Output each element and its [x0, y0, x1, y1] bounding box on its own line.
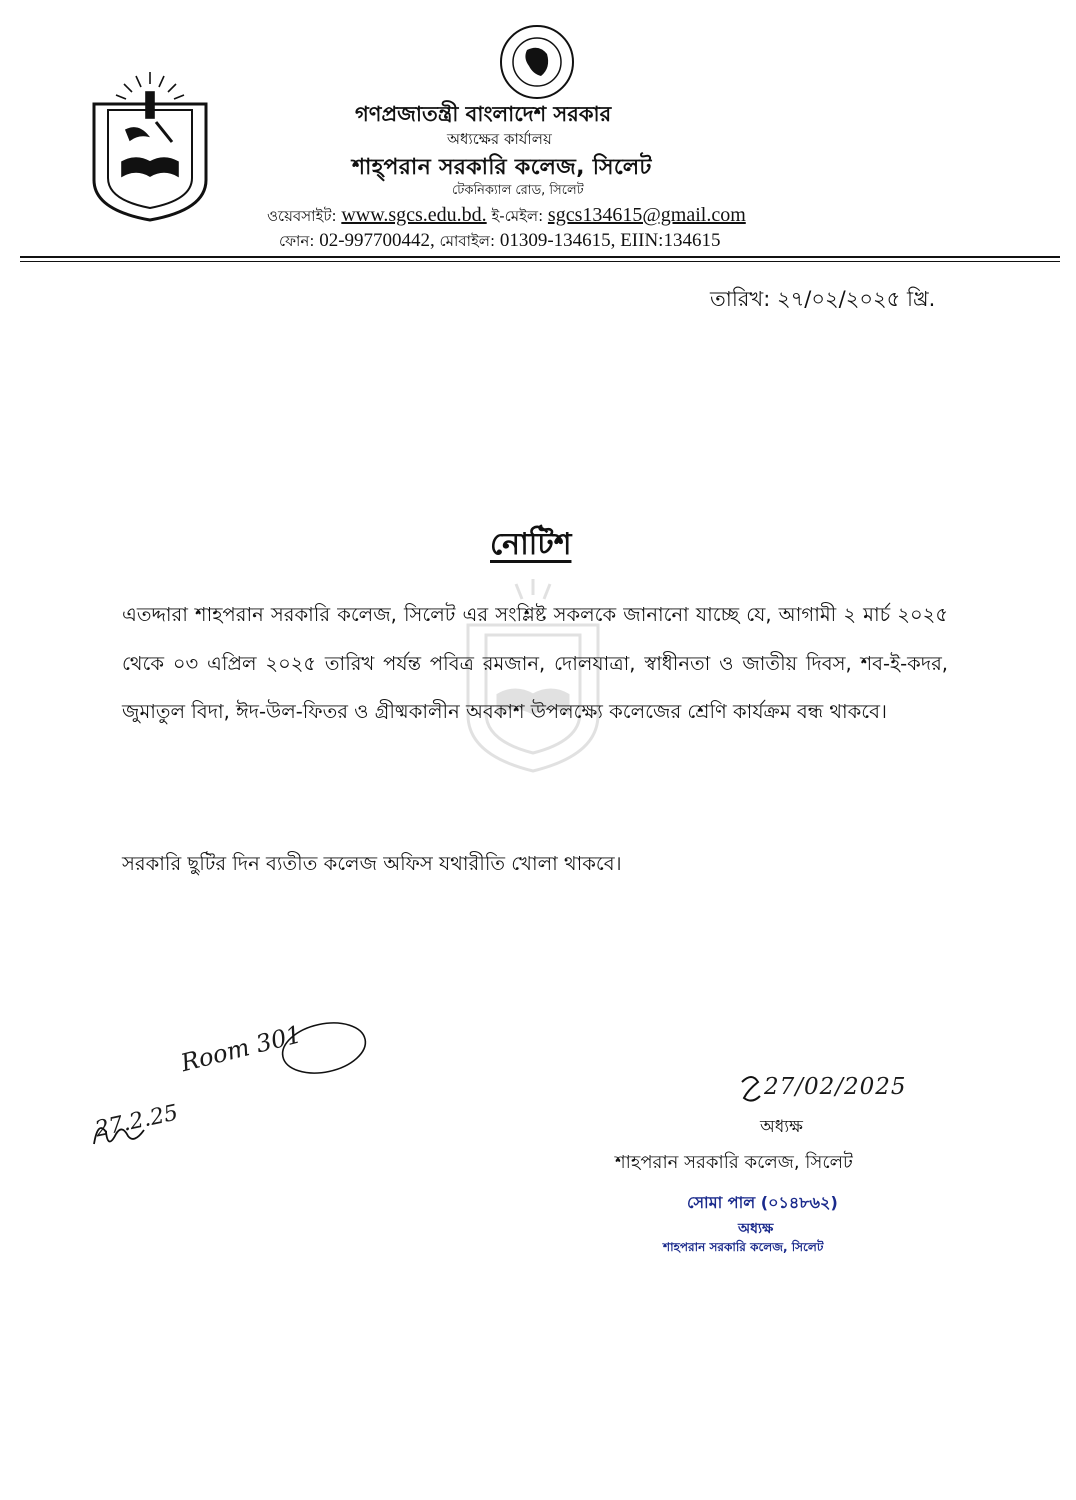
stamp-designation: অধ্যক্ষ [738, 1221, 774, 1237]
notice-date: তারিখ: ২৭/০২/২০২৫ খ্রি. [710, 287, 936, 311]
signature-mark [738, 1072, 764, 1106]
contact-web-email [267, 204, 746, 230]
office-name: অধ্যক্ষের কার্যালয় [447, 130, 552, 148]
email-link[interactable]: sgcs134615@gmail.com [547, 204, 746, 226]
mobile-number: 01309-134615, [499, 230, 616, 251]
eiin-number: EIIN:134615 [620, 230, 721, 251]
phone-label: ফোন: [279, 232, 315, 250]
contact-phone [279, 230, 720, 255]
government-name: গণপ্রজাতন্ত্রী বাংলাদেশ সরকার [355, 102, 612, 126]
website-link[interactable]: www.sgcs.edu.bd. [341, 204, 487, 226]
handwritten-signature-date: 27/02/2025 [764, 1074, 907, 1100]
notice-title: নোটিশ [490, 527, 572, 562]
signatory-college: শাহপরান সরকারি কলেজ, সিলেট [615, 1152, 853, 1173]
email-label: ই-মেইল: [491, 207, 544, 225]
initial-signature-mark [88, 1114, 148, 1164]
header-divider [20, 256, 1060, 258]
room-circle-mark [278, 1018, 370, 1078]
website-label: ওয়েবসাইট: [267, 207, 337, 225]
notice-paragraph-1: এতদ্দারা শাহপরান সরকারি কলেজ, সিলেট এর সংশ্লিষ্ট সকলকে জানানো যাচ্ছে যে, আগামী ২ মার্চ ২০২৫ থেকে ০৩ এপ্রিল ২০২৫ তারিখ পর্যন্ত পবিত্র রমজান, দোলযাত্রা, স্বাধীনতা ও জাতীয় দিবস, শব-ই-কদর, জুমাতুল বিদা, ঈদ-উল-ফিতর ও গ্রীষ্মকালীন অবকাশ উপলক্ষ্যে কলেজের শ্রেণি কার্যক্রম বন্ধ থাকবে। [122, 603, 948, 723]
signatory-designation: অধ্যক্ষ [760, 1117, 803, 1137]
phone-number: 02-997700442, [319, 230, 435, 251]
stamp-college: শাহপরান সরকারি কলেজ, সিলেট [663, 1240, 824, 1254]
handwritten-room-note: Room 301 [178, 1020, 305, 1078]
mobile-label: মোবাইল: [439, 232, 496, 250]
college-name: শাহ্পরান সরকারি কলেজ, সিলেট [352, 155, 652, 180]
header-divider-thin [20, 261, 1060, 262]
college-logo [86, 70, 214, 222]
handwritten-initial-date: 27.2.25 [93, 1100, 181, 1143]
government-seal [499, 24, 575, 100]
notice-paragraph-2: সরকারি ছুটির দিন ব্যতীত কলেজ অফিস যথারীতি খোলা থাকবে। [122, 852, 622, 875]
college-address: টেকনিক্যাল রোড, সিলেট [452, 183, 584, 198]
stamp-name: সোমা পাল (০১৪৮৬২) [687, 1193, 838, 1212]
